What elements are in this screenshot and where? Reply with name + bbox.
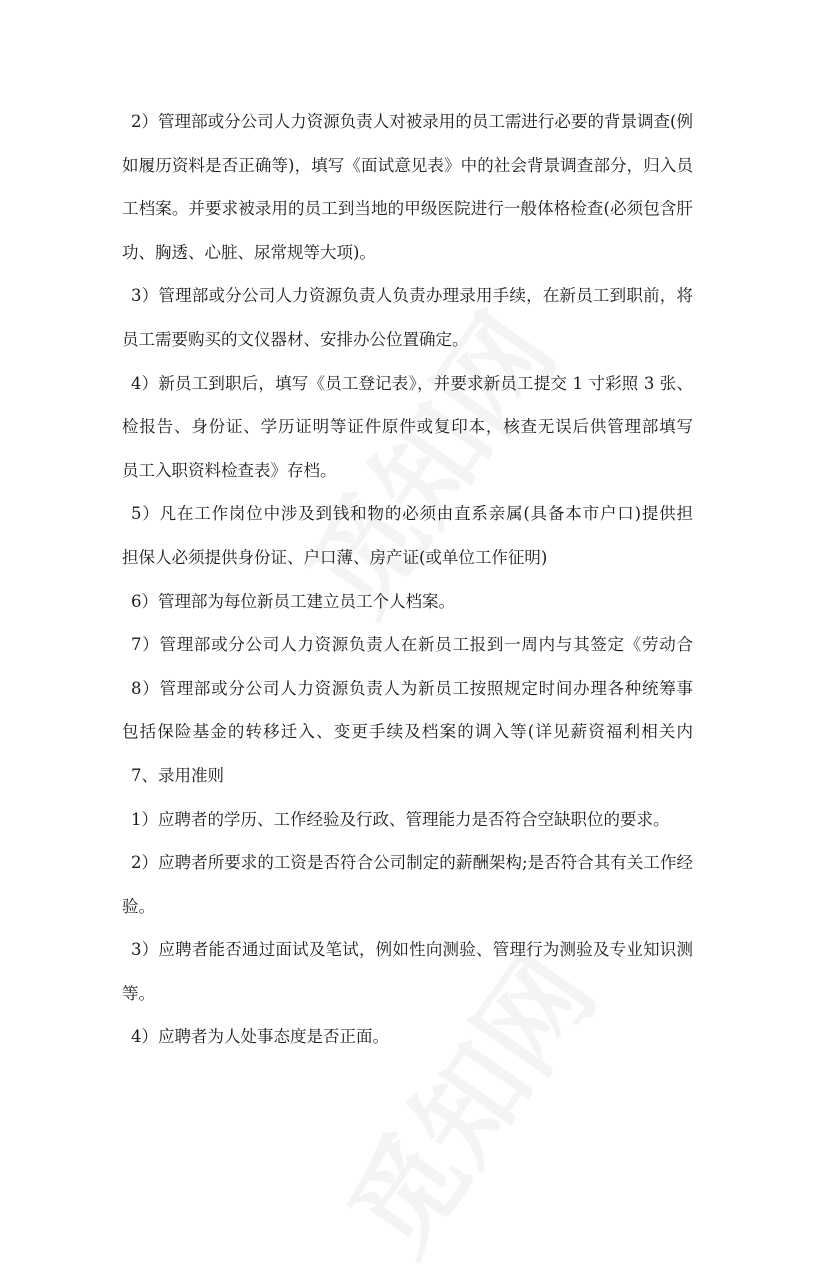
text-line: 4）新员工到职后，填写《员工登记表》，并要求新员工提交 1 寸彩照 3 张、 — [131, 373, 693, 393]
document-body — [122, 100, 693, 1059]
text-line: 4）应聘者为人处事态度是否正面。 — [131, 1027, 389, 1047]
text-line: 员工入职资料检查表》存档。 — [122, 460, 337, 480]
paragraph — [122, 798, 693, 842]
paragraph — [122, 754, 693, 798]
text-line: 7、录用准则 — [131, 765, 224, 785]
text-line: 工档案。并要求被录用的员工到当地的甲级医院进行一般体格检查(必须包含肝 — [122, 199, 693, 219]
text-line: 担保人必须提供身份证、户口薄、房产证(或单位工作征明) — [122, 547, 548, 567]
paragraph — [122, 623, 693, 667]
text-line: 1）应聘者的学历、工作经验及行政、管理能力是否符合空缺职位的要求。 — [131, 809, 670, 829]
text-line: 功、胸透、心脏、尿常规等大项)。 — [122, 242, 376, 262]
paragraph — [122, 362, 693, 493]
text-line: 3）应聘者能否通过面试及笔试，例如性向测验、管理行为测验及专业知识测 — [131, 940, 693, 960]
paragraph — [122, 580, 693, 624]
paragraph — [122, 100, 693, 274]
paragraph — [122, 492, 693, 579]
text-line: 包括保险基金的转移迁入、变更手续及档案的调入等(详见薪资福利相关内 — [122, 722, 693, 742]
text-line: 等。 — [122, 983, 155, 1003]
text-line: 7）管理部或分公司人力资源负责人在新员工报到一周内与其签定《劳动合 — [131, 635, 693, 655]
text-line: 员工需要购买的文仪器材、安排办公位置确定。 — [122, 329, 469, 349]
text-line: 如履历资料是否正确等)，填写《面试意见表》中的社会背景调查部分，归入员 — [122, 155, 693, 175]
text-line: 6）管理部为每位新员工建立员工个人档案。 — [131, 591, 455, 611]
text-line: 5）凡在工作岗位中涉及到钱和物的必须由直系亲属(具备本市户口)提供担 — [131, 504, 693, 524]
text-line: 8）管理部或分公司人力资源负责人为新员工按照规定时间办理各种统筹事 — [131, 678, 693, 698]
paragraph — [122, 667, 693, 754]
text-line: 检报告、身份证、学历证明等证件原件或复印本，核查无误后供管理部填写 — [122, 417, 693, 437]
text-line: 验。 — [122, 896, 155, 916]
paragraph — [122, 841, 693, 928]
paragraph — [122, 274, 693, 361]
paragraph — [122, 928, 693, 1015]
text-line: 2）管理部或分公司人力资源负责人对被录用的员工需进行必要的背景调查(例 — [131, 112, 693, 131]
paragraph — [122, 1015, 693, 1059]
text-line: 2）应聘者所要求的工资是否符合公司制定的薪酬架构;是否符合其有关工作经 — [131, 853, 693, 873]
text-line: 3）管理部或分公司人力资源负责人负责办理录用手续，在新员工到职前，将 — [131, 286, 693, 306]
